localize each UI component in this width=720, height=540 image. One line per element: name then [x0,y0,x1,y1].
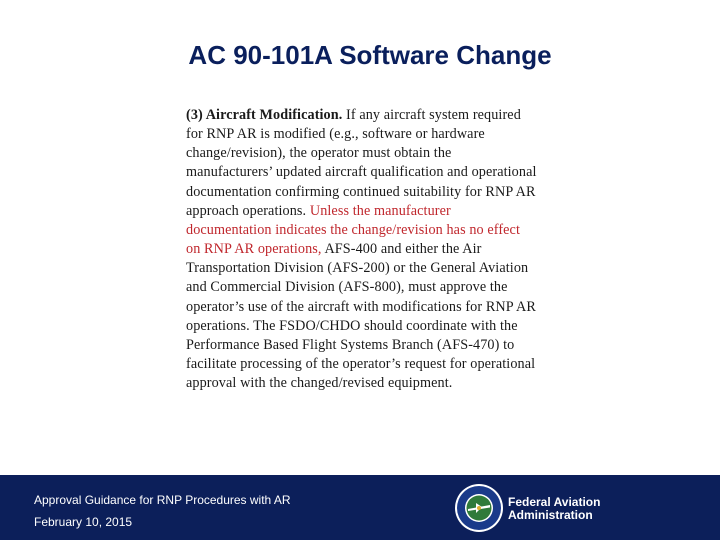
footer-date: February 10, 2015 [34,515,133,529]
paragraph-text-2: AFS-400 and either the Air Transportation Division (AFS-200) or the General Aviation and Commercial Division (AFS-800), must approve the operator’s use of the aircraft with modifications for RNP AR operations. The FSDO/CHDO should coordinate with the Performance Based Flight Systems Branch (AFS-470) to facilitate processing of the operator’s request for operational approval with the changed/revised equipment. [186,241,536,392]
footer-course-title: Approval Guidance for RNP Procedures with AR [34,493,291,507]
faa-seal-icon [454,483,504,533]
paragraph-text-1: If any aircraft system required for RNP AR is modified (e.g., software or hardware change/revision), the operator must obtain the manufacturers’ updated aircraft qualification and operational documentation confirming continued suitability for RNP AR approach operations. [186,107,537,219]
body-paragraph [186,106,538,393]
agency-name-line1: Federal Aviation [508,495,601,509]
footer-bar [0,475,720,540]
agency-name [508,496,600,522]
agency-name-line2: Administration [508,508,593,522]
paragraph-highlight: Unless the manufacturer documentation indicates the change/revision has no effect on RNP AR operations, [186,202,520,258]
slide-title: AC 90-101A Software Change [188,40,552,70]
paragraph-lead: (3) Aircraft Modification. [186,107,343,123]
